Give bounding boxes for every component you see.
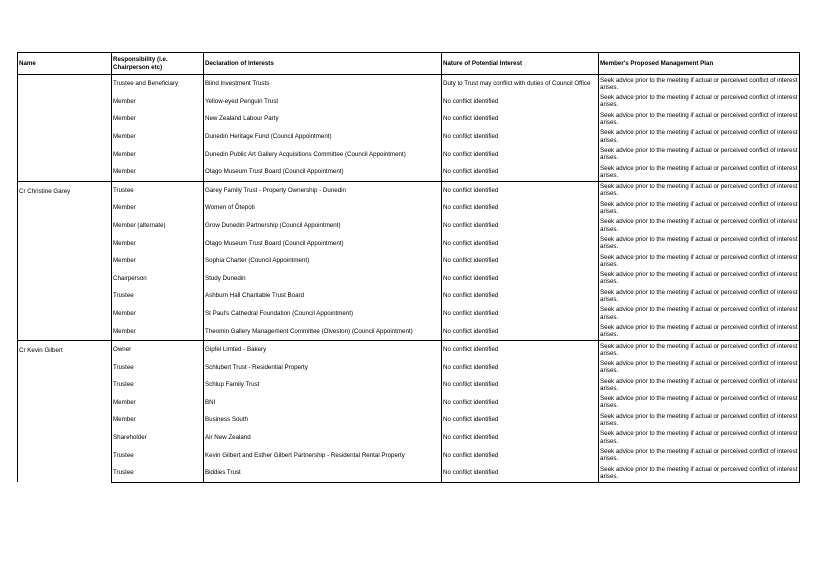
declaration-cell: New Zealand Labour Party: [204, 110, 442, 128]
nature-cell: No conflict identified: [442, 145, 599, 163]
header-declaration: Declaration of Interests: [204, 53, 442, 75]
table-row: [18, 394, 800, 412]
table-row: [18, 376, 800, 394]
responsibility-cell: Member: [112, 322, 204, 340]
table-row: [18, 252, 800, 270]
plan-cell: Seek advice prior to the meeting if actual or perceived conflict of interest arises.: [599, 322, 800, 340]
responsibility-cell: Trustee: [112, 359, 204, 377]
responsibility-cell: Member: [112, 305, 204, 323]
declaration-cell: Otago Museum Trust Board (Council Appointment): [204, 234, 442, 252]
member-name: [18, 181, 112, 340]
plan-cell: Seek advice prior to the meeting if actual or perceived conflict of interest arises.: [599, 217, 800, 235]
table-row: [18, 181, 800, 199]
declaration-cell: Otago Museum Trust Board (Council Appointment): [204, 163, 442, 181]
plan-cell: Seek advice prior to the meeting if actual or perceived conflict of interest arises.: [599, 359, 800, 377]
nature-cell: No conflict identified: [442, 305, 599, 323]
nature-cell: No conflict identified: [442, 252, 599, 270]
nature-cell: No conflict identified: [442, 394, 599, 412]
responsibility-cell: Owner: [112, 340, 204, 358]
responsibility-cell: Member: [112, 93, 204, 111]
plan-cell: Seek advice prior to the meeting if actual or perceived conflict of interest arises.: [599, 411, 800, 429]
declaration-cell: Women of Ōtepoti: [204, 199, 442, 217]
interests-register-page: [17, 52, 799, 483]
responsibility-cell: Member (alternate): [112, 217, 204, 235]
interests-table: [17, 52, 800, 483]
plan-cell: Seek advice prior to the meeting if actual or perceived conflict of interest arises.: [599, 270, 800, 288]
table-row: [18, 199, 800, 217]
declaration-cell: Kevin Gilbert and Esther Gilbert Partnership - Residental Rental Property: [204, 446, 442, 464]
table-row: [18, 411, 800, 429]
nature-cell: No conflict identified: [442, 93, 599, 111]
table-row: [18, 93, 800, 111]
responsibility-cell: Member: [112, 199, 204, 217]
header-responsibility: Responsibility (i.e. Chairperson etc): [112, 53, 204, 75]
nature-cell: No conflict identified: [442, 446, 599, 464]
nature-cell: No conflict identified: [442, 411, 599, 429]
declaration-cell: Schlup Family Trust: [204, 376, 442, 394]
nature-cell: No conflict identified: [442, 270, 599, 288]
plan-cell: Seek advice prior to the meeting if actual or perceived conflict of interest arises.: [599, 429, 800, 447]
nature-cell: No conflict identified: [442, 110, 599, 128]
table-row: [18, 464, 800, 482]
responsibility-cell: Chairperson: [112, 270, 204, 288]
plan-cell: Seek advice prior to the meeting if actual or perceived conflict of interest arises.: [599, 394, 800, 412]
nature-cell: No conflict identified: [442, 199, 599, 217]
nature-cell: No conflict identified: [442, 181, 599, 199]
nature-cell: No conflict identified: [442, 217, 599, 235]
plan-cell: Seek advice prior to the meeting if actual or perceived conflict of interest arises.: [599, 93, 800, 111]
declaration-cell: Dunedin Public Art Gallery Acquisitions Committee (Council Appointment): [204, 145, 442, 163]
nature-cell: No conflict identified: [442, 163, 599, 181]
declaration-cell: Ashburn Hall Charitable Trust Board: [204, 287, 442, 305]
table-row: [18, 446, 800, 464]
responsibility-cell: Member: [112, 252, 204, 270]
responsibility-cell: Member: [112, 110, 204, 128]
responsibility-cell: Trustee: [112, 181, 204, 199]
declaration-cell: Sophia Charter (Council Appointment): [204, 252, 442, 270]
responsibility-cell: Member: [112, 128, 204, 146]
plan-cell: Seek advice prior to the meeting if actual or perceived conflict of interest arises.: [599, 128, 800, 146]
plan-cell: Seek advice prior to the meeting if actual or perceived conflict of interest arises.: [599, 181, 800, 199]
member-name: [18, 75, 112, 182]
header-nature: Nature of Potential Interest: [442, 53, 599, 75]
declaration-cell: Blind Investment Trusts: [204, 75, 442, 93]
nature-cell: No conflict identified: [442, 376, 599, 394]
plan-cell: Seek advice prior to the meeting if actual or perceived conflict of interest arises.: [599, 145, 800, 163]
header-plan: Member's Proposed Management Plan: [599, 53, 800, 75]
table-row: [18, 217, 800, 235]
declaration-cell: Business South: [204, 411, 442, 429]
plan-cell: Seek advice prior to the meeting if actual or perceived conflict of interest arises.: [599, 199, 800, 217]
nature-cell: No conflict identified: [442, 429, 599, 447]
nature-cell: No conflict identified: [442, 322, 599, 340]
declaration-cell: BNI: [204, 394, 442, 412]
table-row: [18, 110, 800, 128]
plan-cell: Seek advice prior to the meeting if actual or perceived conflict of interest arises.: [599, 234, 800, 252]
declaration-cell: Yellow-eyed Penguin Trust: [204, 93, 442, 111]
responsibility-cell: Member: [112, 163, 204, 181]
member-name: [18, 340, 112, 482]
table-row: [18, 340, 800, 358]
responsibility-cell: Trustee: [112, 446, 204, 464]
nature-cell: No conflict identified: [442, 340, 599, 358]
responsibility-cell: Trustee: [112, 287, 204, 305]
plan-cell: Seek advice prior to the meeting if actual or perceived conflict of interest arises.: [599, 75, 800, 93]
table-row: [18, 234, 800, 252]
table-row: [18, 359, 800, 377]
table-row: [18, 75, 800, 93]
responsibility-cell: Trustee: [112, 464, 204, 482]
nature-cell: No conflict identified: [442, 359, 599, 377]
plan-cell: Seek advice prior to the meeting if actual or perceived conflict of interest arises.: [599, 287, 800, 305]
plan-cell: Seek advice prior to the meeting if actual or perceived conflict of interest arises.: [599, 252, 800, 270]
table-row: [18, 145, 800, 163]
member-name-text: Cr Christine Garey: [19, 187, 71, 195]
plan-cell: Seek advice prior to the meeting if actual or perceived conflict of interest arises.: [599, 110, 800, 128]
table-row: [18, 270, 800, 288]
declaration-cell: Grow Dunedin Partnership (Council Appointment): [204, 217, 442, 235]
table-row: [18, 163, 800, 181]
header-name: Name: [18, 53, 112, 75]
declaration-cell: Schlubert Trust - Residential Property: [204, 359, 442, 377]
plan-cell: Seek advice prior to the meeting if actual or perceived conflict of interest arises.: [599, 163, 800, 181]
plan-cell: Seek advice prior to the meeting if actual or perceived conflict of interest arises.: [599, 340, 800, 358]
table-body: [18, 75, 800, 483]
plan-cell: Seek advice prior to the meeting if actual or perceived conflict of interest arises.: [599, 305, 800, 323]
responsibility-cell: Shareholder: [112, 429, 204, 447]
nature-cell: No conflict identified: [442, 464, 599, 482]
nature-cell: No conflict identified: [442, 287, 599, 305]
plan-cell: Seek advice prior to the meeting if actual or perceived conflict of interest arises.: [599, 446, 800, 464]
declaration-cell: Study Dunedin: [204, 270, 442, 288]
responsibility-cell: Member: [112, 145, 204, 163]
header-row: [18, 53, 800, 75]
declaration-cell: Air New Zealand: [204, 429, 442, 447]
declaration-cell: Dunedin Heritage Fund (Council Appointment): [204, 128, 442, 146]
nature-cell: No conflict identified: [442, 234, 599, 252]
table-row: [18, 128, 800, 146]
declaration-cell: Garey Family Trust - Property Ownership - Dunedin: [204, 181, 442, 199]
responsibility-cell: Member: [112, 411, 204, 429]
declaration-cell: Theomin Gallery Management Committee (Olveston) (Council Appointment): [204, 322, 442, 340]
table-row: [18, 287, 800, 305]
plan-cell: Seek advice prior to the meeting if actual or perceived conflict of interest arises.: [599, 464, 800, 482]
declaration-cell: Gipfel Limted - Bakery: [204, 340, 442, 358]
declaration-cell: St Paul's Cathedral Foundation (Council Appointment): [204, 305, 442, 323]
responsibility-cell: Trustee and Beneficiary: [112, 75, 204, 93]
nature-cell: No conflict identified: [442, 128, 599, 146]
member-name-text: Cr Kevin Gilbert: [19, 346, 63, 354]
responsibility-cell: Trustee: [112, 376, 204, 394]
table-row: [18, 322, 800, 340]
declaration-cell: Biddies Trust: [204, 464, 442, 482]
table-row: [18, 429, 800, 447]
responsibility-cell: Member: [112, 234, 204, 252]
nature-cell: Duty to Trust may conflict with duties of Council Office: [442, 75, 599, 93]
table-row: [18, 305, 800, 323]
responsibility-cell: Member: [112, 394, 204, 412]
plan-cell: Seek advice prior to the meeting if actual or perceived conflict of interest arises.: [599, 376, 800, 394]
